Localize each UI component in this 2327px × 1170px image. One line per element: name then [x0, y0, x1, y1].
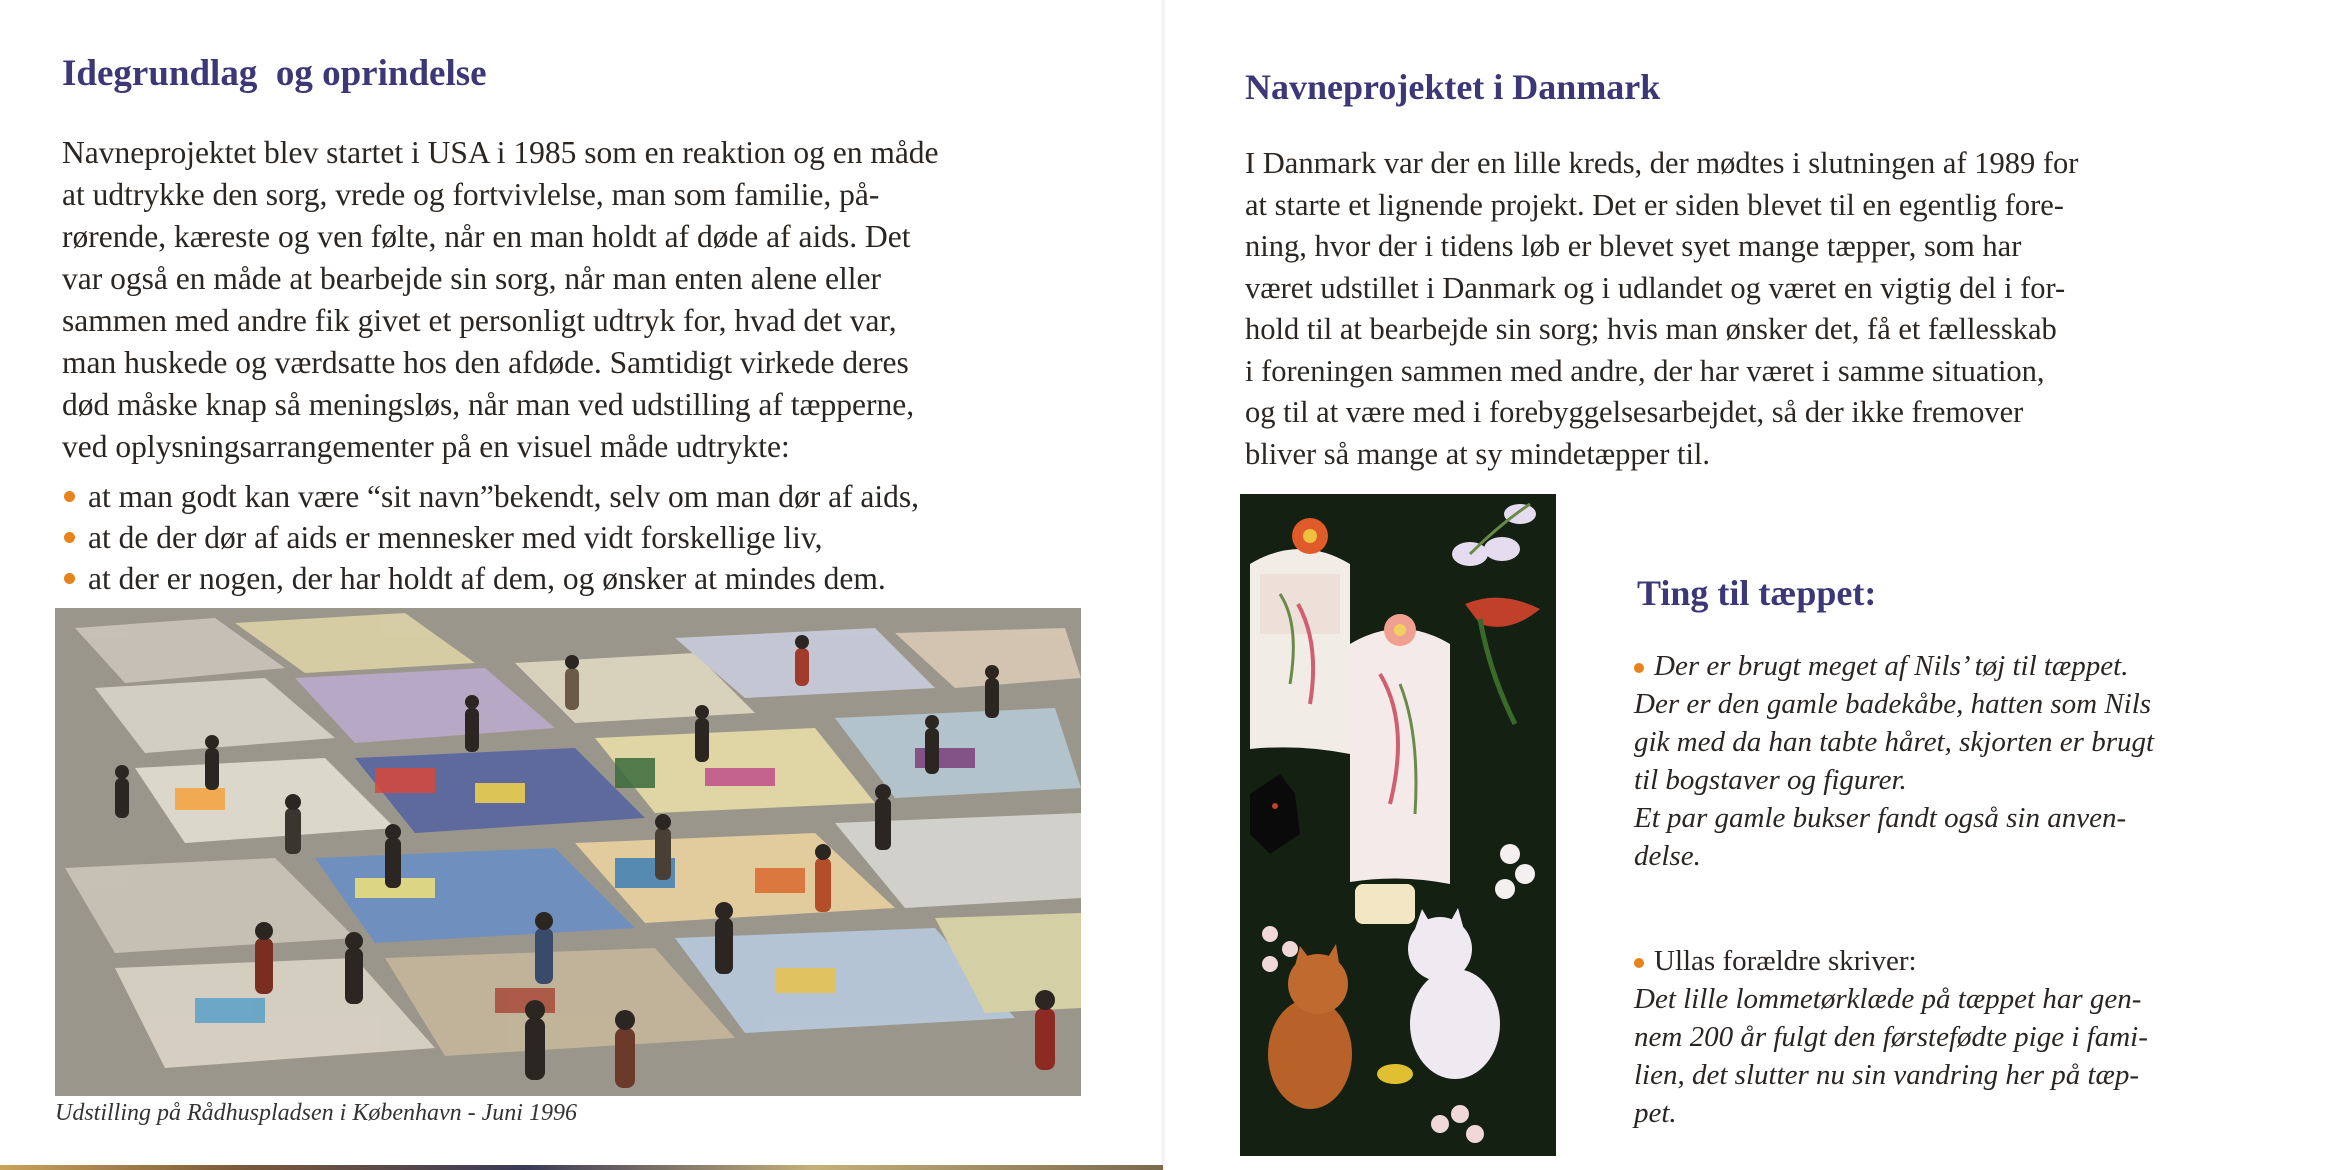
ting-text-line: til bogstaver og figurer.: [1634, 764, 1907, 796]
ting-text-line: lien, det slutter nu sin vandring her på tæp-: [1634, 1059, 2140, 1091]
paragraph-line: sammen med andre fik givet et personligt udtryk for, hvad det var,: [62, 303, 897, 338]
bullet-icon: [64, 573, 75, 584]
bullet-text: at de der dør af aids er mennesker med vidt forskellige liv,: [88, 520, 823, 555]
paragraph-line: man huskede og værdsatte hos den afdøde. Samtidigt virkede deres: [62, 345, 909, 380]
paragraph-line: hold til at bearbejde sin sorg; hvis man ønsker det, få et fællesskab: [1245, 312, 2057, 346]
paragraph-line: ved oplysningsarrangementer på en visuel måde udtrykte:: [62, 429, 790, 464]
paragraph-line: Navneprojektet blev startet i USA i 1985 som en reaktion og en måde: [62, 135, 939, 170]
photo-caption: Udstilling på Rådhuspladsen i København - Juni 1996: [55, 1100, 577, 1126]
ting-line: [1634, 647, 2154, 685]
paragraph-line: I Danmark var der en lille kreds, der mødtes i slutningen af 1989 for: [1245, 146, 2079, 180]
paragraph-line: bliver så mange at sy mindetæpper til.: [1245, 436, 1711, 471]
left-page: [0, 0, 1163, 1170]
memorial-quilt-photo: [1240, 494, 1556, 1156]
bullet-text: at der er nogen, der har holdt af dem, og ønsker at mindes dem.: [88, 561, 886, 596]
paragraph-line: og til at være med i forebyggelsesarbejdet, så der ikke fremover: [1245, 395, 2024, 429]
ting-text-line: Et par gamle bukser fandt også sin anven-: [1634, 802, 2127, 834]
left-heading: Idegrundlag og oprindelse: [62, 53, 487, 94]
bullet-item: [62, 558, 919, 599]
ting-text-line: Det lille lommetørklæde på tæppet har gen-: [1634, 983, 2142, 1015]
ting-heading: Ting til tæppet:: [1637, 573, 1877, 613]
paragraph-line: rørende, kæreste og ven følte, når en man holdt af døde af aids. Det: [62, 219, 911, 254]
bullet-item: [62, 476, 919, 517]
ting-text-line: delse.: [1634, 840, 1701, 872]
bullet-icon: [64, 491, 75, 502]
right-paragraph: [1245, 143, 2265, 475]
exhibition-photo: [55, 608, 1081, 1096]
bottom-color-strip: [0, 1165, 1163, 1170]
ting-text-line: gik med da han tabte håret, skjorten er brugt: [1634, 726, 2155, 758]
left-bullet-list: [62, 476, 919, 599]
ting-text-line: nem 200 år fulgt den førstefødte pige i fami-: [1634, 1021, 2148, 1053]
paragraph-line: været udstillet i Danmark og i udlandet og været en vigtig del i for-: [1245, 270, 2066, 305]
ting-item-2: [1634, 942, 2148, 1132]
ting-text-line: pet.: [1634, 1097, 1677, 1129]
bullet-text: at man godt kan være “sit navn”bekendt, selv om man dør af aids,: [88, 479, 920, 514]
ting-text-line: Der er brugt meget af Nils’ tøj til tæppet.: [1654, 650, 2129, 682]
paragraph-line: i foreningen sammen med andre, der har været i samme situation,: [1245, 353, 2045, 388]
ting-item-1: [1634, 647, 2154, 875]
left-paragraph: [62, 132, 1092, 468]
paragraph-line: at udtrykke den sorg, vrede og fortvivlelse, man som familie, på-: [62, 177, 880, 212]
ting-text-line: Der er den gamle badekåbe, hatten som Nils: [1634, 688, 2152, 720]
paragraph-line: at starte et lignende projekt. Det er siden blevet til en egentlig fore-: [1245, 187, 2064, 222]
ting-line: [1634, 942, 2148, 980]
bullet-icon: [1634, 958, 1644, 968]
bullet-icon: [64, 532, 75, 543]
bullet-item: [62, 517, 919, 558]
bullet-icon: [1634, 663, 1644, 673]
paragraph-line: ning, hvor der i tidens løb er blevet syet mange tæpper, som har: [1245, 229, 2022, 263]
paragraph-line: død måske knap så meningsløs, når man ved udstilling af tæpperne,: [62, 387, 915, 422]
ting-label: Ullas forældre skriver:: [1654, 945, 1917, 977]
right-heading: Navneprojektet i Danmark: [1245, 67, 1661, 107]
paragraph-line: var også en måde at bearbejde sin sorg, når man enten alene eller: [62, 261, 881, 296]
